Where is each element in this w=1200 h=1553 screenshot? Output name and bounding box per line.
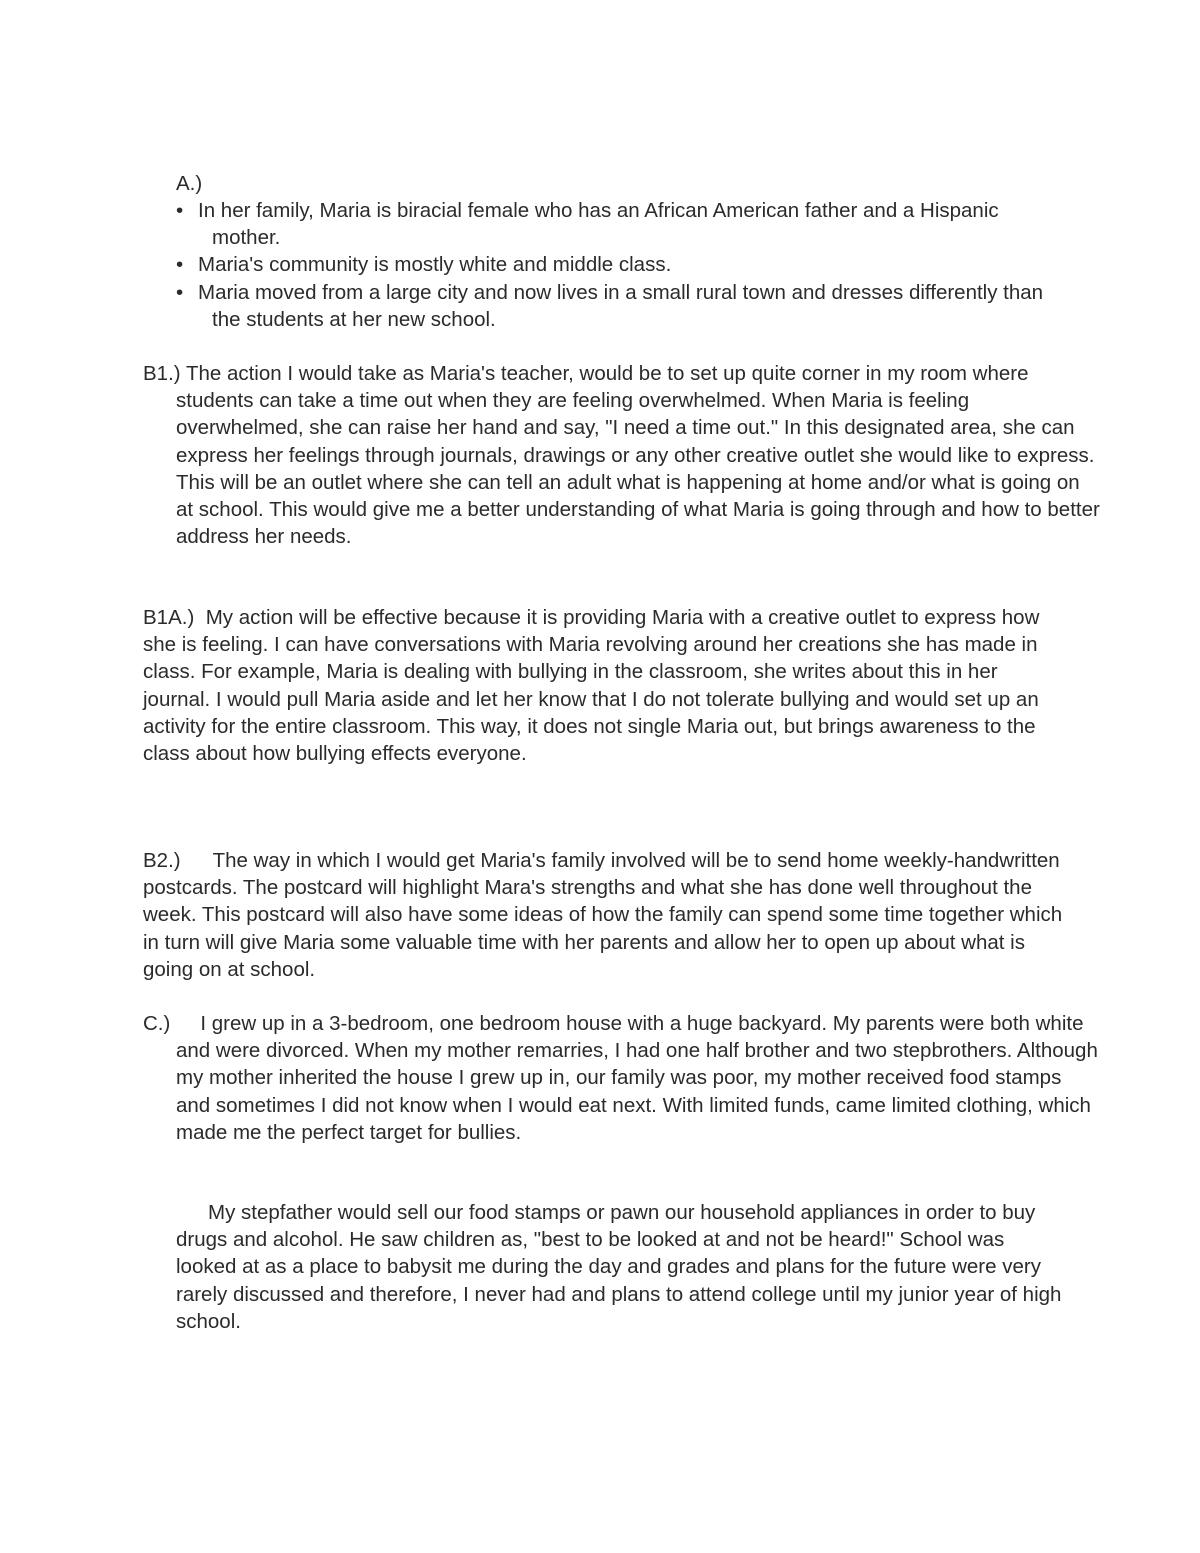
bullet-text: [198, 251, 1062, 278]
bullet-icon: •: [176, 253, 184, 277]
section-b2-label: B2.): [143, 849, 181, 872]
section-c-paragraph: [143, 1010, 1101, 1146]
section-a-label: A.): [176, 172, 203, 195]
section-b1a-text: My action will be effective because it is providing Maria with a creative outlet to express how she is feeling. I can have conversations with Maria revolving around her creations she has made in class. For example, Maria is dealing with bullying in the classroom, she writes about this in her journal. I would pull Maria aside and let her know that I do not tolerate bullying and would set up an activity for the entire classroom. This way, it does not single Maria out, but brings awareness to the class about how bullying effects everyone.: [143, 606, 1040, 766]
section-a-bullet-list: [176, 197, 1056, 333]
list-item: [176, 197, 1056, 251]
list-item: [176, 251, 1056, 278]
section-b1-paragraph: [143, 360, 1101, 550]
bullet-text: [198, 197, 1062, 251]
section-b2-paragraph: [143, 847, 1068, 983]
bullet-icon: •: [176, 199, 184, 222]
section-c-paragraph-2: [176, 1199, 1068, 1335]
section-c-label: C.): [143, 1012, 171, 1035]
section-b1a-paragraph: [143, 604, 1068, 767]
section-b1-text: The action I would take as Maria's teacher, would be to set up quite corner in my room where students can take a time out when they are feeling overwhelmed. When Maria is feeling overwhelmed, she can raise her hand and say, "I need a time out." In this designated area, she can express her feelings through journals, drawings or any other creative outlet she would like to express. This will be an outlet where she can tell an adult what is happening at home and/or what is going on at school. This would give me a better understanding of what Maria is going through and how to better address her needs.: [176, 362, 1100, 549]
section-c-text-2: My stepfather would sell our food stamps or pawn our household appliances in order to buy drugs and alcohol. He saw children as, "best to be looked at and not be heard!" School was looked at as a place to babysit me during the day and grades and plans for the future were very rarely discussed and therefore, I never had and plans to attend college until my junior year of high school.: [176, 1201, 1062, 1333]
bullet-text-2: Maria's community is mostly white and middle class.: [198, 253, 672, 277]
bullet-text-1: In her family, Maria is biracial female who has an African American father and a Hispanic mother.: [198, 199, 999, 250]
bullet-icon: •: [176, 280, 184, 304]
section-c-text: I grew up in a 3-bedroom, one bedroom house with a huge backyard. My parents were both white and were divorced. When my mother remarries, I had one half brother and two stepbrothers. Although my mother inherited the house I grew up in, our family was poor, my mother received food stamps and sometimes I did not know when I would eat next. With limited funds, came limited clothing, which made me the perfect target for bullies.: [176, 1012, 1098, 1144]
section-b1a-label: B1A.): [143, 606, 195, 629]
section-b1-label: B1.): [143, 362, 181, 385]
list-item: [176, 279, 1056, 333]
bullet-text: [198, 279, 1062, 333]
bullet-text-3: Maria moved from a large city and now lives in a small rural town and dresses differently than the students at her new school.: [198, 280, 1044, 331]
section-b2-text: The way in which I would get Maria's family involved will be to send home weekly-handwritten postcards. The postcard will highlight Mara's strengths and what she has done well throughout the week. This postcard will also have some ideas of how the family can spend some time together which in turn will give Maria some valuable time with her parents and allow her to open up about what is going on at school.: [143, 849, 1063, 981]
